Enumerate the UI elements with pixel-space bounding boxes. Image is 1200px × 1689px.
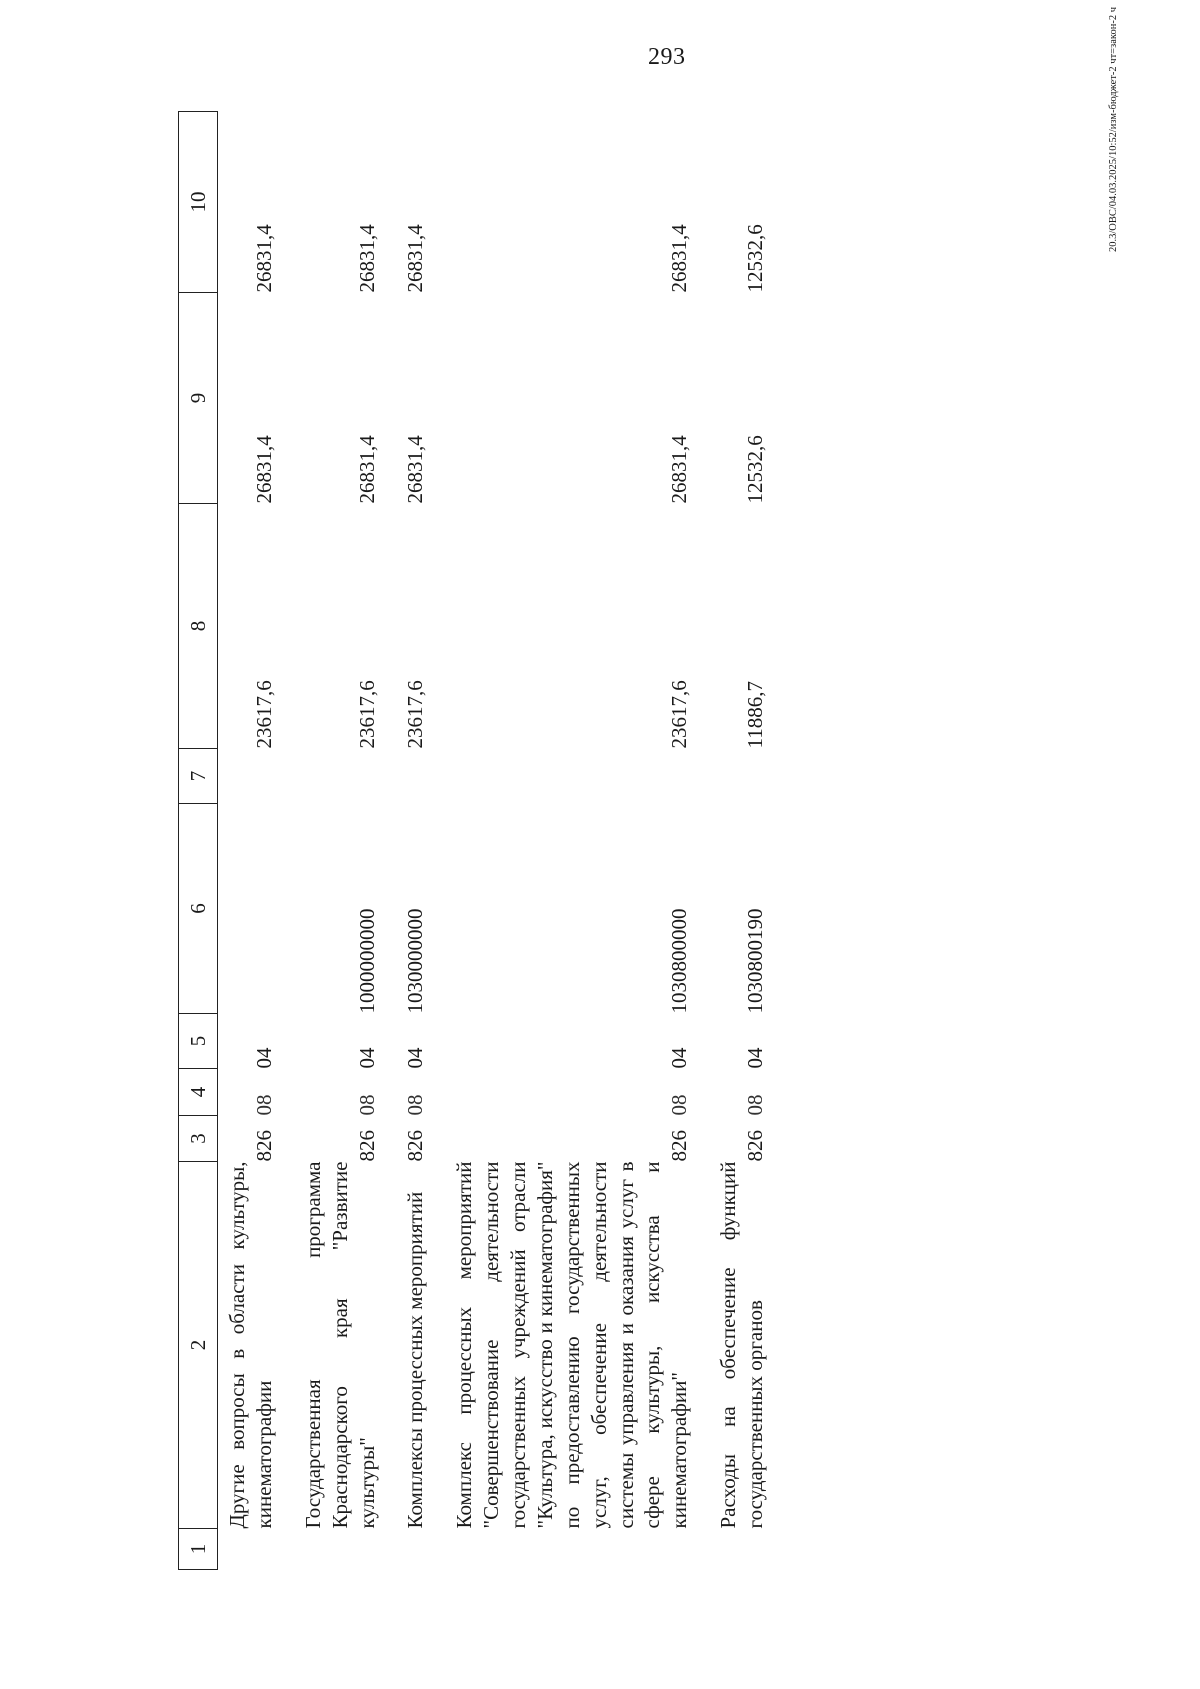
- column-header-8: 8: [179, 504, 218, 749]
- page-number: 293: [648, 44, 686, 70]
- cell-col1: [697, 1529, 773, 1570]
- cell-target-article: 1030800000: [667, 908, 692, 1014]
- column-header-7: 7: [179, 749, 218, 804]
- rotated-table-container: [178, 112, 1010, 1570]
- cell-amount-col8: 23617,6: [403, 680, 428, 749]
- cell-amount-col8: 23617,6: [354, 680, 379, 749]
- column-number-header-row: [179, 112, 218, 1570]
- cell-section-code: 08: [667, 1094, 692, 1116]
- cell-expense-type: [384, 749, 433, 804]
- cell-amount-col10: 12532,6: [743, 224, 767, 293]
- cell-subsection-code: 04: [354, 1047, 379, 1069]
- cell-section-code: 08: [403, 1094, 428, 1116]
- table-row: [384, 112, 433, 1570]
- cell-subsection-code: 04: [251, 1047, 276, 1069]
- cell-amount-col10: 26831,4: [354, 224, 379, 293]
- document-footer-code: 20.3/ОВС/04.03.2025/10:52/изм-бюджет-2 чт=закон-2 ч: [1108, 7, 1119, 252]
- cell-col1: [218, 1529, 282, 1570]
- column-header-1: 1: [179, 1529, 218, 1570]
- table-row: [218, 112, 282, 1570]
- cell-amount-col10: 26831,4: [251, 224, 276, 293]
- cell-amount-col8: 23617,6: [251, 680, 276, 749]
- table-row: [282, 112, 385, 1570]
- column-header-3: 3: [179, 1116, 218, 1162]
- cell-target-article: 1030000000: [403, 908, 428, 1014]
- column-header-4: 4: [179, 1069, 218, 1116]
- cell-amount-col9: 12532,6: [743, 435, 767, 504]
- cell-amount-col9: 26831,4: [251, 435, 276, 504]
- table-row: [697, 112, 773, 1570]
- cell-target-article: 1030800190: [743, 908, 767, 1014]
- cell-amount-col10: 26831,4: [403, 224, 428, 293]
- cell-description: Государственная программа Краснодарского края "Развитие культуры": [300, 1161, 379, 1529]
- cell-ministry-code: 826: [667, 1130, 692, 1162]
- cell-ministry-code: 826: [251, 1130, 276, 1162]
- cell-amount-col8: 11886,7: [743, 681, 767, 749]
- cell-amount-col9: 26831,4: [354, 435, 379, 504]
- cell-ministry-code: 826: [354, 1130, 379, 1162]
- cell-ministry-code: 826: [403, 1130, 428, 1162]
- cell-amount-col10: 26831,4: [667, 224, 692, 293]
- cell-expense-type: [433, 749, 697, 804]
- cell-section-code: 08: [251, 1094, 276, 1116]
- cell-description: Другие вопросы в области культуры, кинематографии: [225, 1161, 276, 1529]
- cell-amount-col8: 23617,6: [667, 680, 692, 749]
- cell-amount-col9: 26831,4: [403, 435, 428, 504]
- cell-section-code: 08: [354, 1094, 379, 1116]
- cell-col1: [384, 1529, 433, 1570]
- budget-table: [178, 111, 773, 1570]
- cell-expense-type: [697, 749, 773, 804]
- cell-col1: [433, 1529, 697, 1570]
- column-header-5: 5: [179, 1014, 218, 1069]
- cell-amount-col9: 26831,4: [667, 435, 692, 504]
- cell-subsection-code: 04: [667, 1047, 692, 1069]
- cell-description: Комплекс процессных мероприятий "Совершенствование деятельности государственных учреждений отрасли "Культура, искусство и кинематография" по предоставлению государственных услуг, обеспечение деятельности системы управления и оказания услуг в сфере культуры, искусства и кинематографии": [452, 1161, 692, 1529]
- column-header-6: 6: [179, 804, 218, 1014]
- cell-target-article: 1000000000: [354, 908, 379, 1014]
- column-header-2: 2: [179, 1162, 218, 1529]
- cell-description: Комплексы процессных мероприятий: [403, 1191, 428, 1529]
- cell-col1: [282, 1529, 385, 1570]
- column-header-10: 10: [179, 112, 218, 293]
- cell-description: Расходы на обеспечение функций государственных органов: [716, 1161, 767, 1529]
- cell-target-article: [218, 804, 282, 1014]
- column-header-9: 9: [179, 293, 218, 504]
- table-row: [433, 112, 697, 1570]
- cell-subsection-code: 04: [743, 1047, 767, 1069]
- cell-expense-type: [282, 749, 385, 804]
- cell-ministry-code: 826: [743, 1130, 767, 1162]
- cell-expense-type: [218, 749, 282, 804]
- cell-section-code: 08: [743, 1094, 767, 1116]
- cell-subsection-code: 04: [403, 1047, 428, 1069]
